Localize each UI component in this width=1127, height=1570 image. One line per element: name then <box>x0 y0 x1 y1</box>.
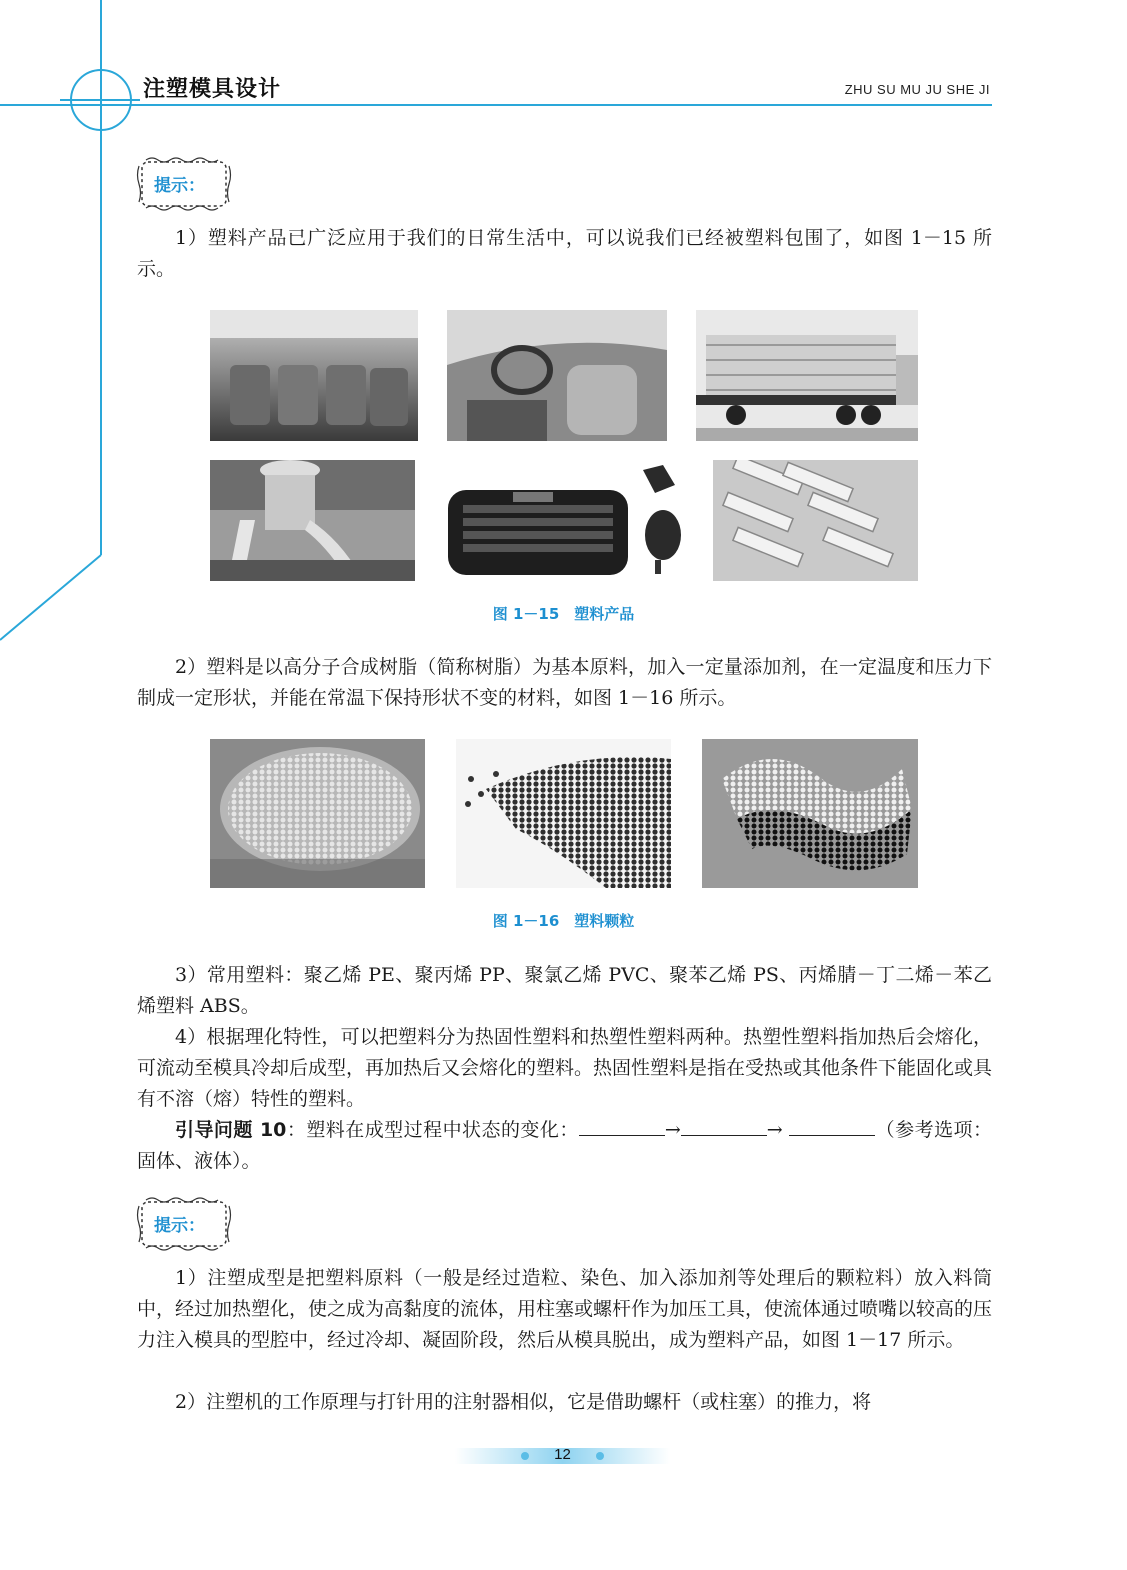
figure-caption: 图 1－15 塑料产品 <box>492 605 635 623</box>
header-pinyin: ZHU SU MU JU SHE JI <box>844 82 990 97</box>
question-text: ：塑料在成型过程中状态的变化： <box>286 1119 579 1141</box>
photo-black-pellets <box>456 739 671 888</box>
tip-label: 提示： <box>154 1216 205 1236</box>
photo-truck-pipes <box>696 310 918 441</box>
photo-mixed-pellets <box>702 739 918 888</box>
arrow: → <box>664 1119 681 1141</box>
question-tail: （参考选项：固体、液体）。 <box>137 1119 992 1172</box>
paragraph: 4）根据理化特性，可以把塑料分为热固性塑料和热塑性塑料两种。热塑性塑料指加热后会熔化，可流动至模具冷却后成型，再加热后又会熔化的塑料。热固性塑料是指在受热或其他条件下能固化或具有不溶（熔）特性的塑料。 <box>137 1026 993 1110</box>
figure-caption: 图 1－16 塑料颗粒 <box>492 912 635 930</box>
tip-badge <box>136 156 232 212</box>
page-number: 12 <box>554 1446 571 1463</box>
page-number-band <box>455 1445 670 1467</box>
question-lead: 引导问题 10 <box>175 1119 287 1141</box>
photo-airplane-cabin <box>210 310 418 441</box>
guiding-question <box>137 1115 992 1177</box>
answer-blank-3[interactable] <box>789 1117 875 1136</box>
paragraph: 1）塑料产品已广泛应用于我们的日常生活中，可以说我们已经被塑料包围了，如图 1－15 所示。 <box>137 227 992 280</box>
arrow: → <box>766 1119 790 1141</box>
photo-keyboard-mouse <box>443 460 683 581</box>
answer-blank-1[interactable] <box>579 1117 665 1136</box>
photo-syringes <box>713 460 918 581</box>
photo-playground <box>210 460 415 581</box>
tip-label: 提示： <box>154 176 205 196</box>
answer-blank-2[interactable] <box>681 1117 767 1136</box>
photo-white-pellets <box>210 739 425 888</box>
paragraph: 2）塑料是以高分子合成树脂（简称树脂）为基本原料，加入一定量添加剂，在一定温度和压力下制成一定形状，并能在常温下保持形状不变的材料，如图 1－16 所示。 <box>137 656 992 709</box>
tip-badge <box>136 1196 232 1252</box>
paragraph: 3）常用塑料：聚乙烯 PE、聚丙烯 PP、聚氯乙烯 PVC、聚苯乙烯 PS、丙烯腈－丁二烯－苯乙烯塑料 ABS。 <box>137 964 992 1017</box>
paragraph: 2）注塑机的工作原理与打针用的注射器相似，它是借助螺杆（或柱塞）的推力，将 <box>175 1391 872 1413</box>
paragraph: 1）注塑成型是把塑料原料（一般是经过造粒、染色、加入添加剂等处理后的颗粒料）放入料筒中，经过加热塑化，使之成为高黏度的流体，用柱塞或螺杆作为加压工具，使流体通过喷嘴以较高的压力注入模具的型腔中，经过冷却、凝固阶段，然后从模具脱出，成为塑料产品，如图 1－17 所示。 <box>137 1267 993 1351</box>
header-title: 注塑模具设计 <box>143 77 282 102</box>
header-rule <box>0 104 992 106</box>
photo-car-interior <box>447 310 667 441</box>
